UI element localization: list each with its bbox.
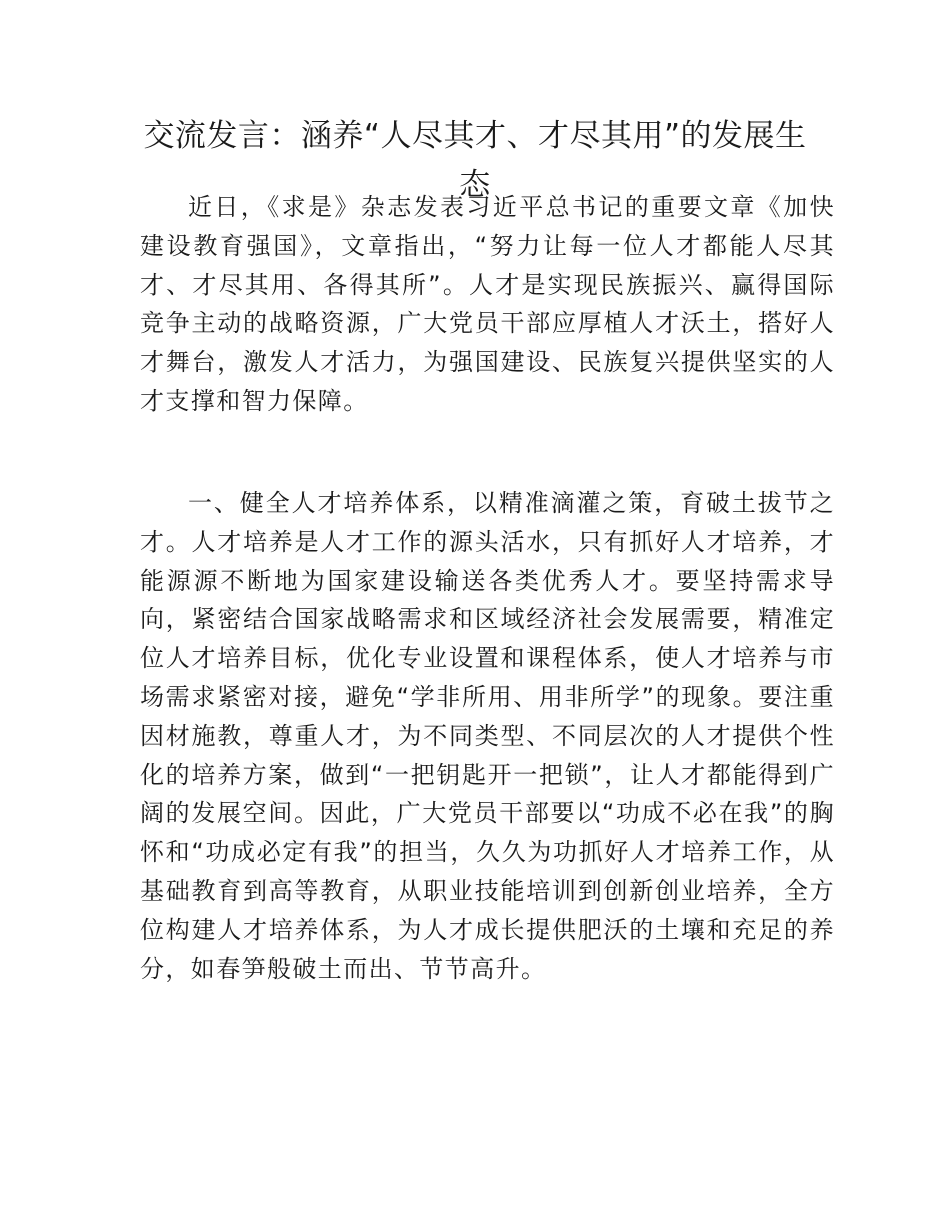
paragraph-intro: 近日，《求是》杂志发表习近平总书记的重要文章《加快建设教育强国》，文章指出，“努力让每一位人才都能人尽其才、才尽其用、各得其所”。人才是实现民族振兴、赢得国际竞争主动的战略资源，广大党员干部应厚植人才沃土，搭好人才舞台，激发人才活力，为强国建设、民族复兴提供坚实的人才支撑和智力保障。 <box>140 193 835 415</box>
document-title: 交流发言：涵养“人尽其才、才尽其用”的发展生态 <box>143 118 807 203</box>
paragraph-section-one: 一、健全人才培养体系，以精准滴灌之策，育破土拔节之才。人才培养是人才工作的源头活水，只有抓好人才培养，才能源源不断地为国家建设输送各类优秀人才。要坚持需求导向，紧密结合国家战略需求和区域经济社会发展需要，精准定位人才培养目标，优化专业设置和课程体系，使人才培养与市场需求紧密对接，避免“学非所用、用非所学”的现象。要注重因材施教，尊重人才，为不同类型、不同层次的人才提供个性化的培养方案，做到“一把钥匙开一把锁”，让人才都能得到广阔的发展空间。因此，广大党员干部要以“功成不必在我”的胸怀和“功成必定有我”的担当，久久为功抓好人才培养工作，从基础教育到高等教育，从职业技能培训到创新创业培养，全方位构建人才培养体系，为人才成长提供肥沃的土壤和充足的养分，如春笋般破土而出、节节高升。 <box>140 489 835 983</box>
document-body <box>140 188 835 983</box>
